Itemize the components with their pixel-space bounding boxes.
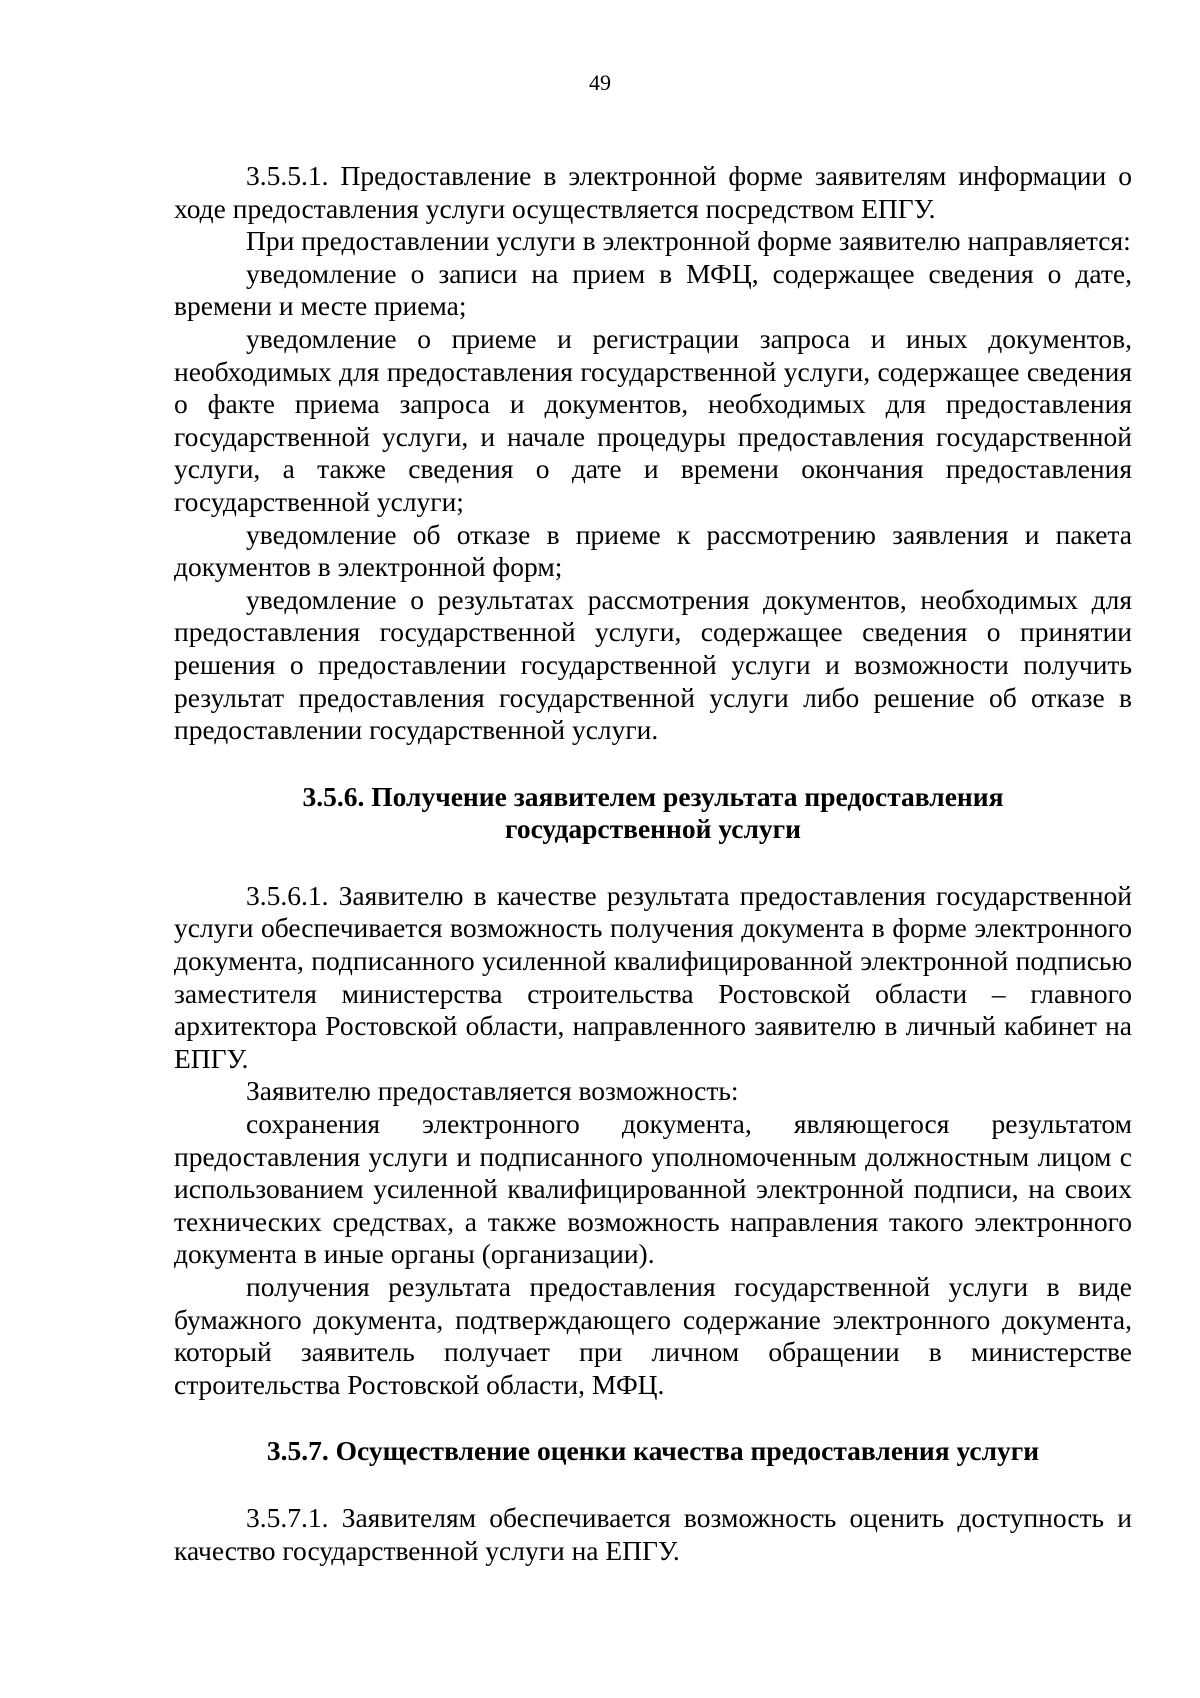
heading-3-5-7: 3.5.7. Осуществление оценки качества предоставления услуги	[266, 1435, 1040, 1467]
paragraph-saving-document: сохранения электронного документа, являющегося результатом предоставления услуги и подписанного уполномоченным должностным лицом с использованием усиленной квалифицированной электронной подписи, на своих технических средствах, а также возможность направления такого электронного документа в иные органы (организации).	[174, 1108, 1132, 1270]
paragraph-notification-refusal: уведомление об отказе в приеме к рассмотрению заявления и пакета документов в электронной форм;	[174, 518, 1132, 583]
paragraph-3-5-7-1: 3.5.7.1. Заявителям обеспечивается возможность оценить доступность и качество государственной услуги на ЕПГУ.	[174, 1501, 1132, 1566]
page-number: 49	[589, 70, 611, 95]
heading-3-5-6: 3.5.6. Получение заявителем результата предоставления государственной услуги	[302, 780, 1004, 845]
paragraph-applicant-possibility: Заявителю предоставляется возможность:	[246, 1075, 739, 1107]
paragraph-notification-registration: уведомление о приеме и регистрации запроса и иных документов, необходимых для предоставления государственной услуги, содержащее сведения о факте приема запроса и документов, необходимых для предоставления государственной услуги, и начале процедуры предоставления государственной услуги, а также сведения о дате и времени окончания предоставления государственной услуги;	[174, 322, 1132, 517]
paragraph-notification-results: уведомление о результатах рассмотрения документов, необходимых для предоставления государственной услуги, содержащее сведения о принятии решения о предоставлении государственной услуги и возможности получить результат предоставления государственной услуги либо решение об отказе в предоставлении государственной услуги.	[174, 583, 1132, 746]
paragraph-notification-appointment: уведомление о записи на прием в МФЦ, содержащее сведения о дате, времени и месте приема;	[174, 257, 1132, 322]
paragraph-paper-document: получения результата предоставления государственной услуги в виде бумажного документа, подтверждающего содержание электронного документа, который заявитель получает при личном обращении в министерстве строительства Ростовской области, МФЦ.	[174, 1271, 1132, 1400]
paragraph-notification-intro: При предоставлении услуги в электронной форме заявителю направляется:	[246, 225, 1131, 257]
paragraph-3-5-6-1: 3.5.6.1. Заявителю в качестве результата предоставления государственной услуги обеспечивается возможность получения документа в форме электронного документа, подписанного усиленной квалифицированной электронной подписью заместителя министерства строительства Ростовской области – главного архитектора Ростовской области, направленного заявителю в личный кабинет на ЕПГУ.	[174, 879, 1132, 1074]
document-body	[174, 160, 1132, 1567]
paragraph-3-5-5-1: 3.5.5.1. Предоставление в электронной форме заявителям информации о ходе предоставления услуги осуществляется посредством ЕПГУ.	[174, 160, 1132, 224]
